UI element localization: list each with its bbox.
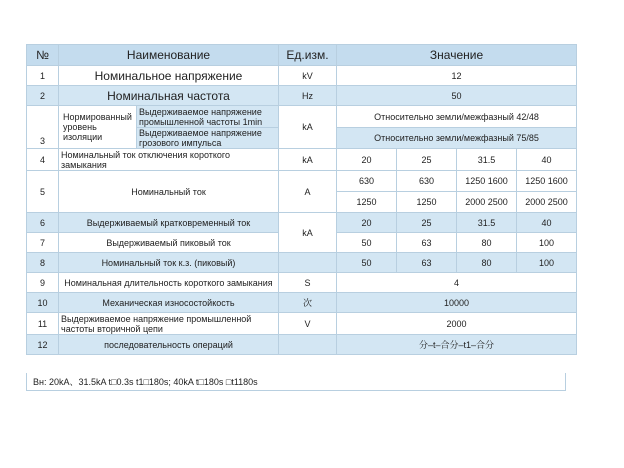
row-unit: V <box>279 313 337 335</box>
table-row <box>27 106 577 128</box>
row-unit <box>279 335 337 355</box>
row-name: Номинальная частота <box>59 86 279 106</box>
row-num: 5 <box>27 171 59 213</box>
row-value-cell: 31.5 <box>457 149 517 171</box>
row-value-cell: 31.5 <box>457 213 517 233</box>
table-row <box>27 253 577 273</box>
table-row <box>27 86 577 106</box>
footnote: Вн: 20kA、31.5kA t□0.3s t1□180s; 40kA t□180s □t1180s <box>26 373 566 391</box>
row-value-cell: 630 <box>397 171 457 192</box>
row-value-cell: 2000 2500 <box>457 192 517 213</box>
row-value: 10000 <box>337 293 577 313</box>
row-num: 12 <box>27 335 59 355</box>
row-value: Относительно земли/межфазный 42/48 <box>337 106 577 128</box>
row-value-cell: 40 <box>517 149 577 171</box>
table-row <box>27 335 577 355</box>
row-name: Номинальный ток отключения короткого замыкания <box>59 149 279 171</box>
row-value-cell: 80 <box>457 233 517 253</box>
table-row <box>27 313 577 335</box>
header-num: № <box>27 45 59 66</box>
row-num: 9 <box>27 273 59 293</box>
row-num: 10 <box>27 293 59 313</box>
row-value-cell: 63 <box>397 253 457 273</box>
row-name: Выдерживаемый кратковременный ток <box>59 213 279 233</box>
table-row <box>27 171 577 192</box>
row-name: Выдерживаемый пиковый ток <box>59 233 279 253</box>
row-num: 6 <box>27 213 59 233</box>
row-num: 7 <box>27 233 59 253</box>
row-value-cell: 1250 <box>397 192 457 213</box>
row-value-cell: 25 <box>397 213 457 233</box>
row-unit: kA <box>279 213 337 253</box>
row-unit <box>279 253 337 273</box>
row-name: Номинальный ток <box>59 171 279 213</box>
row-name: Номинальное напряжение <box>59 66 279 86</box>
row-value-cell: 50 <box>337 253 397 273</box>
row-value-cell: 100 <box>517 233 577 253</box>
row-value-cell: 80 <box>457 253 517 273</box>
row-value-cell: 40 <box>517 213 577 233</box>
header-unit: Ед.изм. <box>279 45 337 66</box>
row-value-cell: 25 <box>397 149 457 171</box>
row-value: 2000 <box>337 313 577 335</box>
row-value: 50 <box>337 86 577 106</box>
row-num: 2 <box>27 86 59 106</box>
table-row <box>27 149 577 171</box>
row-num: 8 <box>27 253 59 273</box>
row-unit: 次 <box>279 293 337 313</box>
row-unit: kA <box>279 106 337 149</box>
row-value-cell: 1250 1600 <box>517 171 577 192</box>
row-num: 3 <box>27 106 59 149</box>
table-row <box>27 293 577 313</box>
row-sub-name: Выдерживаемое напряжение грозового импульса <box>137 128 279 149</box>
table-row <box>27 273 577 293</box>
row-sub-name: Выдерживаемое напряжение промышленной частоты 1min <box>137 106 279 128</box>
row-name: Номинальная длительность короткого замыкания <box>59 273 279 293</box>
row-unit: S <box>279 273 337 293</box>
header-row <box>27 45 577 66</box>
row-value-cell: 20 <box>337 149 397 171</box>
row-value: 分–t–合分–t1–合分 <box>337 335 577 355</box>
row-value-cell: 1250 1600 <box>457 171 517 192</box>
table-row <box>27 213 577 233</box>
row-name: Выдерживаемое напряжение промышленной частоты вторичной цепи <box>59 313 279 335</box>
row-value-cell: 630 <box>337 171 397 192</box>
row-unit: Hz <box>279 86 337 106</box>
row-value: 12 <box>337 66 577 86</box>
row-unit: kA <box>279 149 337 171</box>
row-num: 4 <box>27 149 59 171</box>
row-value: 4 <box>337 273 577 293</box>
row-value-cell: 50 <box>337 233 397 253</box>
header-name: Наименование <box>59 45 279 66</box>
spec-table <box>26 44 577 355</box>
row-value: Относительно земли/межфазный 75/85 <box>337 128 577 149</box>
row-value-cell: 20 <box>337 213 397 233</box>
row-name: Номинальный ток к.з. (пиковый) <box>59 253 279 273</box>
row-unit: A <box>279 171 337 213</box>
row-value-cell: 63 <box>397 233 457 253</box>
row-value-cell: 1250 <box>337 192 397 213</box>
row-num: 1 <box>27 66 59 86</box>
row-name: последовательность операций <box>59 335 279 355</box>
header-value: Значение <box>337 45 577 66</box>
table-row <box>27 66 577 86</box>
row-unit: kV <box>279 66 337 86</box>
row-value-cell: 100 <box>517 253 577 273</box>
row-value-cell: 2000 2500 <box>517 192 577 213</box>
row-name: Механическая износостойкость <box>59 293 279 313</box>
row-num: 11 <box>27 313 59 335</box>
insulation-group-label: Нормированный уровень изоляции <box>59 106 137 149</box>
